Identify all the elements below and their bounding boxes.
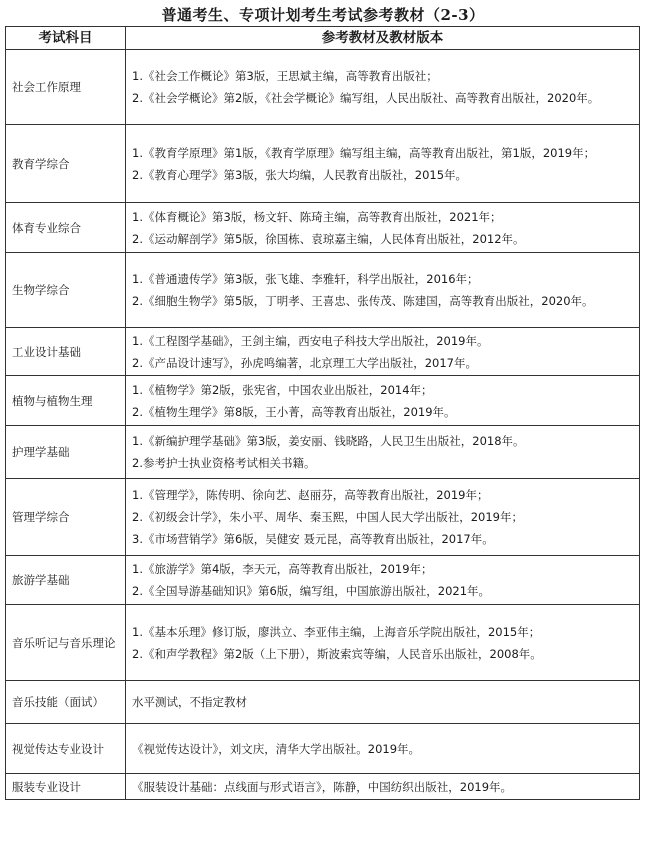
document-title: 普通考生、专项计划考生考试参考教材（2-3） xyxy=(161,6,485,24)
table-row xyxy=(6,479,640,556)
book-entry: 2.《社会学概论》第2版，《社会学概论》编写组，人民出版社、高等教育出版社，2020年。 xyxy=(132,91,600,105)
book-entry: 2.《运动解剖学》第5版，徐国栋、袁琼嘉主编，人民体育出版社，2012年。 xyxy=(132,231,525,246)
books-cell xyxy=(126,479,640,556)
subject-cell: 教育学综合 xyxy=(6,125,126,203)
subject-cell: 视觉传达专业设计 xyxy=(6,724,126,774)
subject-cell: 生物学综合 xyxy=(6,253,126,328)
table-row xyxy=(6,50,640,125)
book-entry: 1.《新编护理学基础》第3版，姜安丽、钱晓路，人民卫生出版社，2018年。 xyxy=(132,434,525,448)
subject-cell: 社会工作原理 xyxy=(6,50,126,125)
table-row xyxy=(6,605,640,681)
books-cell xyxy=(126,605,640,681)
book-entry: 2.《产品设计速写》，孙虎鸣编著，北京理工大学出版社，2017年。 xyxy=(132,355,477,370)
books-cell xyxy=(126,253,640,328)
subject-cell: 体育专业综合 xyxy=(6,203,126,253)
textbook-table xyxy=(5,26,640,800)
book-entry: 《视觉传达设计》，刘文庆，清华大学出版社。2019年。 xyxy=(132,741,421,756)
book-entry: 2.《全国导游基础知识》第6版，编写组，中国旅游出版社，2021年。 xyxy=(132,584,491,598)
book-entry: 2.《植物生理学》第8版，王小菁，高等教育出版社，2019年。 xyxy=(132,404,456,419)
books-cell xyxy=(126,203,640,253)
book-entry: 2.参考护士执业资格考试相关书籍。 xyxy=(132,456,316,470)
table-row xyxy=(6,426,640,479)
book-entry: 3.《市场营销学》第6版，吴健安 聂元昆，高等教育出版社，2017年。 xyxy=(132,532,494,546)
subject-cell: 管理学综合 xyxy=(6,479,126,556)
book-entry: 2.《和声学教程》第2版（上下册），斯波索宾等编，人民音乐出版社，2008年。 xyxy=(132,646,542,661)
book-entry: 1.《植物学》第2版，张宪省，中国农业出版社，2014年； xyxy=(132,382,433,397)
books-cell xyxy=(126,681,640,724)
book-entry: 2.《教育心理学》第3版，张大均编，人民教育出版社，2015年。 xyxy=(132,167,468,182)
subject-cell: 护理学基础 xyxy=(6,426,126,479)
table-row xyxy=(6,556,640,605)
book-entry: 1.《基本乐理》修订版，廖洪立、李亚伟主编，上海音乐学院出版社，2015年； xyxy=(132,624,541,639)
book-entry: 1.《普通遗传学》第3版，张飞雄、李雅轩，科学出版社，2016年； xyxy=(132,272,479,286)
book-entry: 1.《管理学》，陈传明、徐向艺、赵丽芬，高等教育出版社，2019年； xyxy=(132,488,489,502)
books-cell xyxy=(126,125,640,203)
table-row xyxy=(6,774,640,800)
subject-cell: 旅游学基础 xyxy=(6,556,126,605)
books-cell xyxy=(126,774,640,800)
table-row xyxy=(6,203,640,253)
subject-cell: 音乐听记与音乐理论 xyxy=(6,605,126,681)
books-cell xyxy=(126,556,640,605)
header-books: 参考教材及教材版本 xyxy=(126,27,640,50)
book-entry: 1.《社会工作概论》第3版，王思斌主编，高等教育出版社； xyxy=(132,69,438,83)
table-row xyxy=(6,253,640,328)
subject-cell: 植物与植物生理 xyxy=(6,376,126,426)
subject-cell: 工业设计基础 xyxy=(6,328,126,376)
book-entry: 2.《初级会计学》，朱小平、周华、秦玉熙，中国人民大学出版社，2019年； xyxy=(132,510,523,524)
books-cell xyxy=(126,376,640,426)
book-entry: 《服装设计基础：点线面与形式语言》，陈静，中国纺织出版社，2019年。 xyxy=(132,779,513,794)
book-entry: 水平测试，不指定教材 xyxy=(132,695,247,709)
books-cell xyxy=(126,50,640,125)
table-row xyxy=(6,376,640,426)
book-entry: 2.《细胞生物学》第5版，丁明孝、王喜忠、张传茂、陈建国，高等教育出版社，2020年。 xyxy=(132,294,594,308)
book-entry: 1.《旅游学》第4版，李天元，高等教育出版社，2019年； xyxy=(132,562,433,576)
books-cell xyxy=(126,426,640,479)
subject-cell: 服装专业设计 xyxy=(6,774,126,800)
table-body xyxy=(6,50,640,800)
table-row xyxy=(6,681,640,724)
table-row xyxy=(6,125,640,203)
table-row xyxy=(6,724,640,774)
books-cell xyxy=(126,724,640,774)
subject-cell: 音乐技能（面试） xyxy=(6,681,126,724)
header-subject: 考试科目 xyxy=(6,27,126,50)
table-header-row xyxy=(6,27,640,50)
book-entry: 1.《教育学原理》第1版，《教育学原理》编写组主编，高等教育出版社，第1版，2019年； xyxy=(132,145,596,160)
table-row xyxy=(6,328,640,376)
book-entry: 1.《体育概论》第3版，杨文轩、陈琦主编，高等教育出版社，2021年； xyxy=(132,209,502,224)
book-entry: 1.《工程图学基础》，王剑主编，西安电子科技大学出版社，2019年。 xyxy=(132,333,489,348)
books-cell xyxy=(126,328,640,376)
